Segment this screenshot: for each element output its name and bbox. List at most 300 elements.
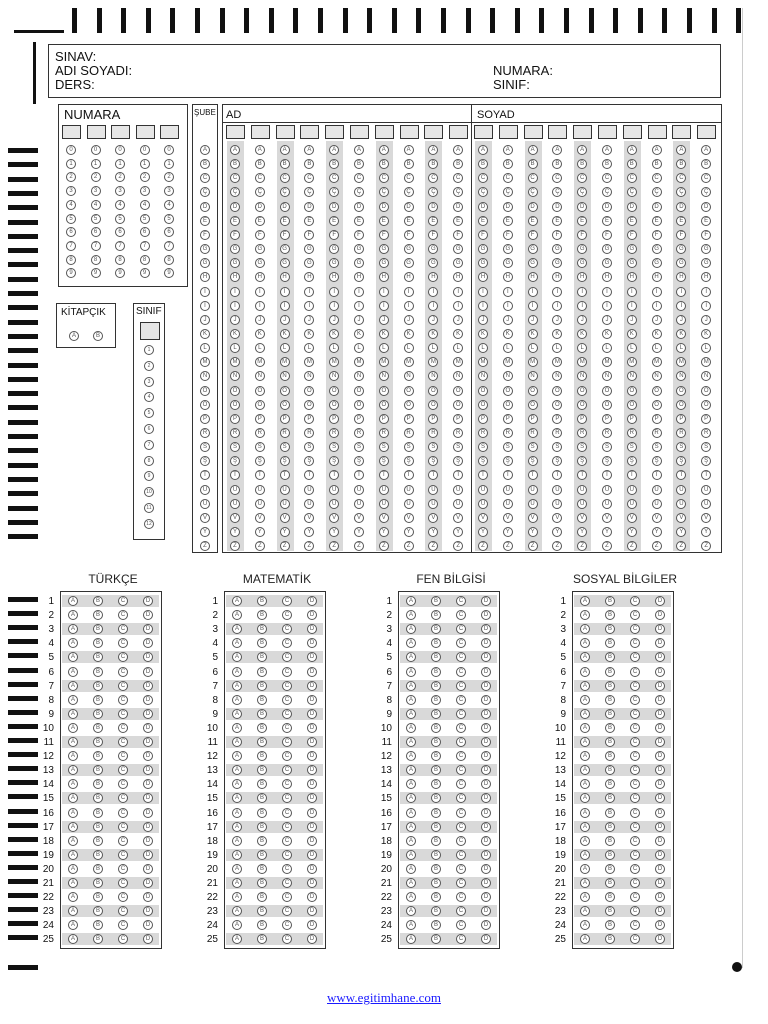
soyad-bubble[interactable]: K	[503, 329, 513, 339]
soyad-bubble[interactable]: M	[676, 357, 686, 367]
answer-bubble[interactable]: A	[580, 864, 590, 874]
answer-bubble[interactable]: D	[143, 920, 153, 930]
sinif-bubble[interactable]: 7	[144, 440, 154, 450]
answer-bubble[interactable]: D	[307, 850, 317, 860]
answer-bubble[interactable]: C	[282, 624, 292, 634]
answer-bubble[interactable]: C	[456, 934, 466, 944]
ad-bubble[interactable]: N	[230, 371, 240, 381]
soyad-bubble[interactable]: C	[552, 173, 562, 183]
soyad-bubble[interactable]: Z	[652, 541, 662, 551]
answer-bubble[interactable]: A	[232, 624, 242, 634]
ad-bubble[interactable]: U	[453, 485, 463, 495]
ad-bubble[interactable]: I	[453, 287, 463, 297]
name-write-cell[interactable]	[300, 125, 319, 139]
soyad-bubble[interactable]: V	[701, 513, 711, 523]
answer-bubble[interactable]: B	[431, 610, 441, 620]
soyad-bubble[interactable]: H	[577, 272, 587, 282]
ad-bubble[interactable]: Ü	[304, 499, 314, 509]
ad-bubble[interactable]: F	[404, 230, 414, 240]
kitapcik-option-b[interactable]: B	[93, 331, 103, 341]
soyad-bubble[interactable]: O	[652, 386, 662, 396]
ad-bubble[interactable]: C	[329, 173, 339, 183]
answer-bubble[interactable]: C	[118, 610, 128, 620]
answer-bubble[interactable]: B	[431, 709, 441, 719]
ad-bubble[interactable]: M	[230, 357, 240, 367]
footer-link[interactable]: www.egitimhane.com	[327, 990, 441, 1005]
name-write-cell[interactable]	[573, 125, 592, 139]
sube-bubble[interactable]: F	[200, 230, 210, 240]
answer-bubble[interactable]: B	[605, 624, 615, 634]
soyad-bubble[interactable]: A	[478, 145, 488, 155]
ad-bubble[interactable]: Ö	[230, 400, 240, 410]
soyad-bubble[interactable]: M	[701, 357, 711, 367]
answer-bubble[interactable]: A	[580, 596, 590, 606]
answer-bubble[interactable]: B	[605, 652, 615, 662]
sube-bubble[interactable]: Ö	[200, 400, 210, 410]
name-write-cell[interactable]	[226, 125, 245, 139]
soyad-bubble[interactable]: K	[552, 329, 562, 339]
soyad-bubble[interactable]: I	[528, 287, 538, 297]
ad-bubble[interactable]: J	[379, 315, 389, 325]
ad-bubble[interactable]: Y	[255, 527, 265, 537]
answer-bubble[interactable]: B	[257, 765, 267, 775]
answer-bubble[interactable]: D	[307, 624, 317, 634]
ad-bubble[interactable]: H	[453, 272, 463, 282]
soyad-bubble[interactable]: J	[503, 315, 513, 325]
name-write-cell[interactable]	[499, 125, 518, 139]
soyad-bubble[interactable]: O	[478, 386, 488, 396]
ad-bubble[interactable]: K	[404, 329, 414, 339]
ad-bubble[interactable]: Ç	[428, 187, 438, 197]
ad-bubble[interactable]: D	[379, 202, 389, 212]
answer-bubble[interactable]: B	[431, 652, 441, 662]
sinif-write-cell[interactable]	[140, 322, 160, 340]
numara-write-cell[interactable]	[62, 125, 81, 139]
answer-bubble[interactable]: C	[456, 906, 466, 916]
answer-bubble[interactable]: D	[481, 667, 491, 677]
ad-bubble[interactable]: T	[304, 470, 314, 480]
soyad-bubble[interactable]: V	[652, 513, 662, 523]
ad-bubble[interactable]: M	[428, 357, 438, 367]
ad-bubble[interactable]: S	[329, 442, 339, 452]
soyad-bubble[interactable]: O	[503, 386, 513, 396]
ad-bubble[interactable]: İ	[354, 301, 364, 311]
soyad-bubble[interactable]: Z	[577, 541, 587, 551]
ad-bubble[interactable]: Ş	[428, 456, 438, 466]
ad-bubble[interactable]: L	[280, 343, 290, 353]
sinif-bubble[interactable]: 1	[144, 345, 154, 355]
sube-bubble[interactable]: V	[200, 513, 210, 523]
answer-bubble[interactable]: A	[68, 723, 78, 733]
answer-bubble[interactable]: C	[630, 793, 640, 803]
answer-bubble[interactable]: D	[143, 779, 153, 789]
soyad-bubble[interactable]: K	[676, 329, 686, 339]
soyad-bubble[interactable]: G	[627, 244, 637, 254]
answer-bubble[interactable]: C	[118, 906, 128, 916]
answer-bubble[interactable]: B	[93, 667, 103, 677]
answer-bubble[interactable]: A	[580, 709, 590, 719]
answer-bubble[interactable]: A	[580, 624, 590, 634]
ad-bubble[interactable]: İ	[453, 301, 463, 311]
answer-bubble[interactable]: B	[257, 920, 267, 930]
ad-bubble[interactable]: Y	[304, 527, 314, 537]
answer-bubble[interactable]: D	[655, 906, 665, 916]
ad-bubble[interactable]: L	[354, 343, 364, 353]
sinif-bubble[interactable]: 6	[144, 424, 154, 434]
ad-bubble[interactable]: O	[428, 386, 438, 396]
sube-bubble[interactable]: Ğ	[200, 258, 210, 268]
ad-bubble[interactable]: S	[453, 442, 463, 452]
ad-bubble[interactable]: F	[428, 230, 438, 240]
ad-bubble[interactable]: A	[453, 145, 463, 155]
answer-bubble[interactable]: A	[406, 765, 416, 775]
answer-bubble[interactable]: A	[406, 751, 416, 761]
sube-bubble[interactable]: O	[200, 386, 210, 396]
ad-bubble[interactable]: Ç	[329, 187, 339, 197]
answer-bubble[interactable]: B	[605, 892, 615, 902]
soyad-bubble[interactable]: U	[701, 485, 711, 495]
answer-bubble[interactable]: A	[68, 638, 78, 648]
ad-bubble[interactable]: M	[379, 357, 389, 367]
ad-bubble[interactable]: J	[453, 315, 463, 325]
soyad-bubble[interactable]: S	[602, 442, 612, 452]
answer-bubble[interactable]: C	[282, 667, 292, 677]
answer-bubble[interactable]: D	[307, 667, 317, 677]
answer-bubble[interactable]: D	[481, 779, 491, 789]
answer-bubble[interactable]: B	[257, 624, 267, 634]
soyad-bubble[interactable]: Y	[577, 527, 587, 537]
answer-bubble[interactable]: D	[481, 652, 491, 662]
answer-bubble[interactable]: C	[282, 610, 292, 620]
answer-bubble[interactable]: C	[456, 610, 466, 620]
answer-bubble[interactable]: C	[282, 709, 292, 719]
ad-bubble[interactable]: J	[304, 315, 314, 325]
answer-bubble[interactable]: C	[630, 695, 640, 705]
answer-bubble[interactable]: A	[68, 737, 78, 747]
ad-bubble[interactable]: U	[428, 485, 438, 495]
answer-bubble[interactable]: B	[93, 765, 103, 775]
ad-bubble[interactable]: B	[404, 159, 414, 169]
soyad-bubble[interactable]: D	[577, 202, 587, 212]
ad-bubble[interactable]: D	[329, 202, 339, 212]
sube-bubble[interactable]: A	[200, 145, 210, 155]
ad-bubble[interactable]: C	[255, 173, 265, 183]
answer-bubble[interactable]: D	[655, 934, 665, 944]
answer-bubble[interactable]: A	[68, 765, 78, 775]
soyad-bubble[interactable]: Ç	[503, 187, 513, 197]
soyad-bubble[interactable]: S	[627, 442, 637, 452]
numara-bubble[interactable]: 2	[115, 172, 125, 182]
answer-bubble[interactable]: D	[655, 779, 665, 789]
name-write-cell[interactable]	[623, 125, 642, 139]
ad-bubble[interactable]: R	[379, 428, 389, 438]
answer-bubble[interactable]: B	[431, 681, 441, 691]
ad-bubble[interactable]: Ğ	[354, 258, 364, 268]
answer-bubble[interactable]: C	[456, 737, 466, 747]
answer-bubble[interactable]: A	[68, 892, 78, 902]
numara-bubble[interactable]: 5	[115, 214, 125, 224]
soyad-bubble[interactable]: R	[602, 428, 612, 438]
numara-bubble[interactable]: 6	[91, 227, 101, 237]
soyad-bubble[interactable]: Ş	[552, 456, 562, 466]
soyad-bubble[interactable]: Y	[503, 527, 513, 537]
answer-bubble[interactable]: B	[431, 822, 441, 832]
ad-bubble[interactable]: G	[453, 244, 463, 254]
answer-bubble[interactable]: B	[605, 836, 615, 846]
ad-bubble[interactable]: A	[404, 145, 414, 155]
answer-bubble[interactable]: B	[605, 723, 615, 733]
ad-bubble[interactable]: Y	[453, 527, 463, 537]
soyad-bubble[interactable]: Ş	[652, 456, 662, 466]
ad-bubble[interactable]: Ç	[354, 187, 364, 197]
ad-bubble[interactable]: Ö	[255, 400, 265, 410]
soyad-bubble[interactable]: Ş	[701, 456, 711, 466]
ad-bubble[interactable]: S	[255, 442, 265, 452]
ad-bubble[interactable]: Y	[280, 527, 290, 537]
soyad-bubble[interactable]: V	[602, 513, 612, 523]
answer-bubble[interactable]: A	[580, 892, 590, 902]
numara-bubble[interactable]: 4	[91, 200, 101, 210]
answer-bubble[interactable]: C	[282, 878, 292, 888]
soyad-bubble[interactable]: Ü	[676, 499, 686, 509]
soyad-bubble[interactable]: P	[602, 414, 612, 424]
name-write-cell[interactable]	[251, 125, 270, 139]
answer-bubble[interactable]: B	[605, 934, 615, 944]
answer-bubble[interactable]: D	[307, 864, 317, 874]
answer-bubble[interactable]: A	[232, 934, 242, 944]
answer-bubble[interactable]: B	[431, 934, 441, 944]
soyad-bubble[interactable]: S	[503, 442, 513, 452]
answer-bubble[interactable]: A	[68, 906, 78, 916]
soyad-bubble[interactable]: Ğ	[503, 258, 513, 268]
soyad-bubble[interactable]: S	[528, 442, 538, 452]
answer-bubble[interactable]: C	[456, 723, 466, 733]
answer-bubble[interactable]: B	[93, 638, 103, 648]
ad-bubble[interactable]: O	[280, 386, 290, 396]
answer-bubble[interactable]: B	[93, 920, 103, 930]
answer-bubble[interactable]: C	[118, 779, 128, 789]
soyad-bubble[interactable]: I	[577, 287, 587, 297]
soyad-bubble[interactable]: Z	[552, 541, 562, 551]
answer-bubble[interactable]: B	[431, 695, 441, 705]
ad-bubble[interactable]: Ö	[453, 400, 463, 410]
answer-bubble[interactable]: D	[655, 920, 665, 930]
answer-bubble[interactable]: B	[93, 850, 103, 860]
answer-bubble[interactable]: D	[143, 793, 153, 803]
answer-bubble[interactable]: C	[282, 596, 292, 606]
soyad-bubble[interactable]: Ç	[676, 187, 686, 197]
answer-bubble[interactable]: D	[481, 737, 491, 747]
numara-bubble[interactable]: 1	[66, 159, 76, 169]
soyad-bubble[interactable]: C	[503, 173, 513, 183]
answer-bubble[interactable]: D	[481, 822, 491, 832]
ad-bubble[interactable]: Ü	[329, 499, 339, 509]
soyad-bubble[interactable]: S	[577, 442, 587, 452]
answer-bubble[interactable]: A	[232, 793, 242, 803]
soyad-bubble[interactable]: L	[701, 343, 711, 353]
ad-bubble[interactable]: A	[354, 145, 364, 155]
soyad-bubble[interactable]: Y	[552, 527, 562, 537]
answer-bubble[interactable]: A	[68, 850, 78, 860]
ad-bubble[interactable]: A	[255, 145, 265, 155]
ad-bubble[interactable]: Y	[428, 527, 438, 537]
answer-bubble[interactable]: A	[406, 906, 416, 916]
soyad-bubble[interactable]: C	[528, 173, 538, 183]
soyad-bubble[interactable]: İ	[701, 301, 711, 311]
sinif-bubble[interactable]: 4	[144, 392, 154, 402]
ad-bubble[interactable]: Z	[379, 541, 389, 551]
ad-bubble[interactable]: Ö	[280, 400, 290, 410]
numara-bubble[interactable]: 6	[115, 227, 125, 237]
soyad-bubble[interactable]: P	[552, 414, 562, 424]
answer-bubble[interactable]: C	[630, 681, 640, 691]
answer-bubble[interactable]: D	[307, 652, 317, 662]
numara-bubble[interactable]: 4	[115, 200, 125, 210]
soyad-bubble[interactable]: D	[676, 202, 686, 212]
answer-bubble[interactable]: B	[257, 822, 267, 832]
answer-bubble[interactable]: D	[143, 723, 153, 733]
answer-bubble[interactable]: B	[257, 638, 267, 648]
ad-bubble[interactable]: Z	[255, 541, 265, 551]
ad-bubble[interactable]: N	[304, 371, 314, 381]
ad-bubble[interactable]: N	[280, 371, 290, 381]
sube-bubble[interactable]: İ	[200, 301, 210, 311]
answer-bubble[interactable]: B	[257, 793, 267, 803]
soyad-bubble[interactable]: A	[652, 145, 662, 155]
answer-bubble[interactable]: B	[605, 610, 615, 620]
answer-bubble[interactable]: B	[257, 850, 267, 860]
ad-bubble[interactable]: K	[379, 329, 389, 339]
answer-bubble[interactable]: B	[431, 624, 441, 634]
ad-bubble[interactable]: C	[428, 173, 438, 183]
ad-bubble[interactable]: Ş	[230, 456, 240, 466]
ad-bubble[interactable]: Ş	[453, 456, 463, 466]
ad-bubble[interactable]: R	[230, 428, 240, 438]
answer-bubble[interactable]: A	[406, 624, 416, 634]
answer-bubble[interactable]: C	[118, 667, 128, 677]
ad-bubble[interactable]: C	[280, 173, 290, 183]
answer-bubble[interactable]: A	[406, 667, 416, 677]
ad-bubble[interactable]: N	[428, 371, 438, 381]
soyad-bubble[interactable]: H	[701, 272, 711, 282]
answer-bubble[interactable]: C	[456, 709, 466, 719]
answer-bubble[interactable]: A	[232, 850, 242, 860]
answer-bubble[interactable]: A	[580, 822, 590, 832]
answer-bubble[interactable]: D	[307, 906, 317, 916]
soyad-bubble[interactable]: Ö	[652, 400, 662, 410]
ad-bubble[interactable]: Ç	[230, 187, 240, 197]
answer-bubble[interactable]: C	[282, 906, 292, 916]
answer-bubble[interactable]: A	[68, 709, 78, 719]
answer-bubble[interactable]: C	[282, 934, 292, 944]
answer-bubble[interactable]: C	[630, 836, 640, 846]
answer-bubble[interactable]: D	[307, 737, 317, 747]
ad-bubble[interactable]: L	[304, 343, 314, 353]
ad-bubble[interactable]: F	[354, 230, 364, 240]
soyad-bubble[interactable]: N	[602, 371, 612, 381]
soyad-bubble[interactable]: Ö	[701, 400, 711, 410]
answer-bubble[interactable]: A	[232, 808, 242, 818]
answer-bubble[interactable]: A	[232, 836, 242, 846]
answer-bubble[interactable]: B	[257, 667, 267, 677]
answer-bubble[interactable]: D	[481, 808, 491, 818]
ad-bubble[interactable]: A	[379, 145, 389, 155]
soyad-bubble[interactable]: Ç	[552, 187, 562, 197]
answer-bubble[interactable]: B	[93, 596, 103, 606]
answer-bubble[interactable]: D	[655, 793, 665, 803]
ad-bubble[interactable]: M	[354, 357, 364, 367]
ad-bubble[interactable]: Ü	[379, 499, 389, 509]
answer-bubble[interactable]: B	[257, 906, 267, 916]
ad-bubble[interactable]: S	[428, 442, 438, 452]
numara-bubble[interactable]: 8	[140, 255, 150, 265]
soyad-bubble[interactable]: H	[503, 272, 513, 282]
soyad-bubble[interactable]: J	[627, 315, 637, 325]
ad-bubble[interactable]: A	[280, 145, 290, 155]
answer-bubble[interactable]: D	[481, 793, 491, 803]
soyad-bubble[interactable]: L	[602, 343, 612, 353]
answer-bubble[interactable]: A	[580, 906, 590, 916]
soyad-bubble[interactable]: Ğ	[478, 258, 488, 268]
soyad-bubble[interactable]: D	[627, 202, 637, 212]
soyad-bubble[interactable]: V	[528, 513, 538, 523]
answer-bubble[interactable]: A	[68, 681, 78, 691]
answer-bubble[interactable]: B	[257, 779, 267, 789]
sube-bubble[interactable]: C	[200, 173, 210, 183]
answer-bubble[interactable]: B	[93, 681, 103, 691]
soyad-bubble[interactable]: E	[627, 216, 637, 226]
ad-bubble[interactable]: İ	[304, 301, 314, 311]
ad-bubble[interactable]: L	[329, 343, 339, 353]
name-write-cell[interactable]	[672, 125, 691, 139]
soyad-bubble[interactable]: Ö	[676, 400, 686, 410]
answer-bubble[interactable]: D	[143, 892, 153, 902]
soyad-bubble[interactable]: B	[701, 159, 711, 169]
answer-bubble[interactable]: C	[282, 638, 292, 648]
answer-bubble[interactable]: C	[118, 723, 128, 733]
soyad-bubble[interactable]: I	[602, 287, 612, 297]
soyad-bubble[interactable]: I	[503, 287, 513, 297]
soyad-bubble[interactable]: L	[676, 343, 686, 353]
soyad-bubble[interactable]: A	[503, 145, 513, 155]
soyad-bubble[interactable]: U	[676, 485, 686, 495]
answer-bubble[interactable]: B	[257, 737, 267, 747]
answer-bubble[interactable]: C	[118, 920, 128, 930]
soyad-bubble[interactable]: A	[528, 145, 538, 155]
ad-bubble[interactable]: R	[354, 428, 364, 438]
soyad-bubble[interactable]: R	[701, 428, 711, 438]
answer-bubble[interactable]: B	[605, 751, 615, 761]
answer-bubble[interactable]: D	[143, 751, 153, 761]
soyad-bubble[interactable]: Ş	[627, 456, 637, 466]
soyad-bubble[interactable]: K	[627, 329, 637, 339]
ad-bubble[interactable]: G	[428, 244, 438, 254]
answer-bubble[interactable]: A	[406, 709, 416, 719]
ad-bubble[interactable]: E	[230, 216, 240, 226]
ad-bubble[interactable]: T	[255, 470, 265, 480]
answer-bubble[interactable]: A	[68, 822, 78, 832]
answer-bubble[interactable]: A	[68, 652, 78, 662]
name-write-cell[interactable]	[524, 125, 543, 139]
answer-bubble[interactable]: D	[655, 681, 665, 691]
ad-bubble[interactable]: N	[354, 371, 364, 381]
answer-bubble[interactable]: A	[406, 892, 416, 902]
answer-bubble[interactable]: A	[406, 864, 416, 874]
answer-bubble[interactable]: C	[282, 836, 292, 846]
ad-bubble[interactable]: V	[379, 513, 389, 523]
ad-bubble[interactable]: P	[304, 414, 314, 424]
soyad-bubble[interactable]: Ş	[503, 456, 513, 466]
